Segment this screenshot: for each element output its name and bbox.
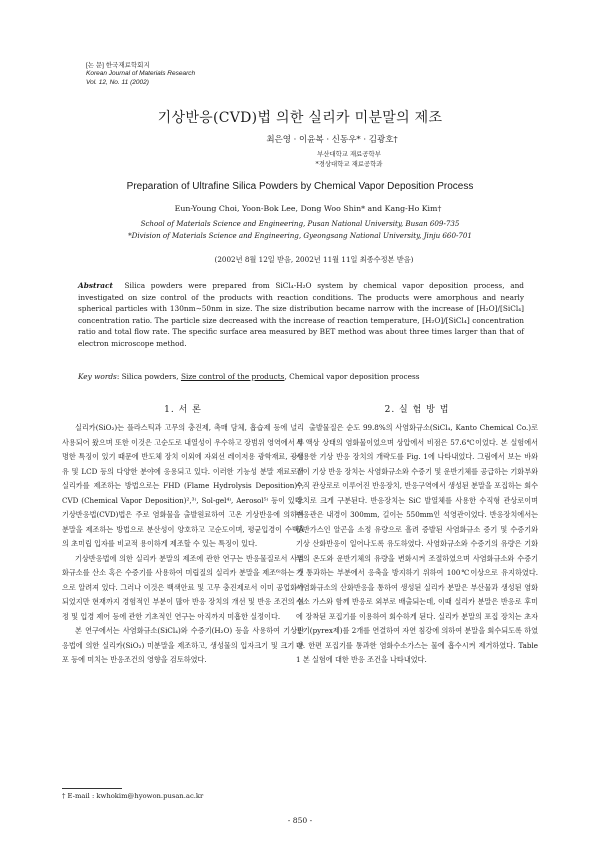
introduction-column	[62, 421, 304, 668]
keywords-label: Key words	[78, 372, 117, 381]
affiliations-en	[0, 218, 600, 242]
abstract	[78, 280, 524, 349]
affiliation-en-1: School of Materials Science and Engineering, Pusan National University, Busan 609-735	[140, 219, 460, 228]
keywords-part-3: , Chemical vapor deposition process	[284, 372, 420, 381]
methods-column	[296, 421, 538, 668]
paper-title-kr: 기상반응(CVD)법 의한 실리카 미분말의 제조	[157, 110, 443, 126]
affiliations-kr	[0, 150, 600, 169]
intro-paragraph: 실리카(SiO₂)는 플라스틱과 고무의 충진제, 촉매 담체, 흡습제 등에 널리 사용되어 왔으며 또한 이것은 고순도로 내열성이 우수하고 장범위 영역에서 투명한 특징이 있기 때문에 반도체 장치 이외에 자외선 레이저용 광학재료, 광섬유 및 LCD 등의 다양한 분야에 응용되고 있다. 이러한 기능성 분말 재료로서 실리카를 제조하는 방법으로는 FHD (Flame Hydrolysis Deposition)¹⁾, CVD (Chemical Vapor Deposition)²,³⁾, Sol-gel⁴⁾, Aerosol⁵⁾ 등이 있다. 기상반응법(CVD)법은 주로 염화물을 출발원료하여 고온 기상반응에 의하여 분말을 제조하는 방법으로 분산성이 양호하고 고순도이며, 평균입경이 수백Å의 초미립 입자를 비교적 용이하게 제조할 수 있는 특징이 있다.	[62, 423, 304, 548]
received-dates: (2002년 8월 12일 받음, 2002년 11월 11일 최종수정본 받음)	[214, 255, 414, 264]
affiliation-kr-1: 부산대학교 재료공학부	[317, 150, 381, 158]
affiliation-kr-2: *경상대학교 재료공학과	[315, 159, 383, 168]
methods-paragraph: 출발물질은 순도 99.8%의 사염화규소(SiCl₄, Kanto Chemical Co.)로서 액상 상태의 염화물이었으며 상압에서 비점은 57.6℃이었다. 본 실험에서 사용한 기상 반응 장치의 개략도를 Fig. 1에 나타내었다. 그림에서 보는 바와 같이 기상 반응 장치는 사염화규소와 수증기 및 운반기체를 공급하는 기화부와 수직 관상로로 이루어진 반응장치, 반응구역에서 생성된 분말을 포집하는 회수장치로 크게 구분된다. 반응장치는 SiC 발열체를 사용한 수직형 관상로이며 반응관은 내경이 300mm, 길이는 550mm인 석영관이었다. 반응장치에서는 운반가스인 알곤을 소정 유량으로 흘려 증발된 사염화규소 증기 및 수증기와 기상 산화반응이 일어나도록 유도하였다. 사염화규소와 수증기의 유량은 기화부의 온도와 운반기체의 유량을 변화시켜 조절하였으며 사염화규소와 수증기가 통과하는 부분에서 응축을 방지하기 위하여 100℃이상으로 유지하였다. 사염화규소의 산화반응을 통하여 생성된 실리카 분말은 부산물과 생성된 염화수소 가스와 함께 반응로 외부로 배출되는데, 이때 실리카 분말은 반응로 후미에 장착된 포집기를 이용하여 회수하게 된다. 실리카 분말의 포집 장치는 초자용기(pyrex제)를 2개를 연결하여 자연 침강에 의하여 분말을 회수되도록 하였다. 한편 포집기를 통과한 염화수소가스는 물에 흡수시켜 제거하였다. Table 1 본 실험에 대한 반응 조건을 나타내었다.	[296, 423, 538, 664]
journal-name-kr: [논 문] 한국재료학회지	[86, 62, 150, 69]
footnote-email: † E-mail : kwhokim@hyowon.pusan.ac.kr	[62, 792, 204, 800]
abstract-text: Silica powders were prepared from SiCl₄-H₂O system by chemical vapor deposition process, and investigated on size control of the products with reaction conditions. The products were amorphous and nearly spherical particles with 130nm∼50nm in size. The size distribution became narrow with the increase of [H₂O]/[SiCl₄] concentration ratio. The particle size decreased with the increase of reaction temperature, [H₂O]/[SiCl₄] concentration ratio and total flow rate. The specific surface area measured by BET method was about three times larger than that of electron microscope method.	[78, 281, 525, 348]
footnote-divider	[62, 788, 122, 789]
intro-paragraph: 기상반응법에 의한 실리카 분말의 제조에 관한 연구는 반응물질로서 사염화규소를 산소 혹은 수증기를 사용하여 미립질의 실리카 분말을 제조⁶⁾하는 것으로 알려져 있다. 그러나 이것은 백색안료 및 고무 충진제로서 이미 공업화가 되었지만 현재까지 경험적인 부분이 많아 반응 장치의 개선 및 반응 조건의 설정 및 입경 제어 등에 관한 기초적인 연구는 아직까지 미흡한 실정이다.	[62, 553, 304, 621]
intro-paragraph: 본 연구에서는 사염화규소(SiCl₄)와 수증기(H₂O) 등을 사용하여 기상반응법에 의한 실리카(SiO₂) 미분말을 제조하고, 생성물의 입자크기 및 크기 분포 등에 미치는 반응조건의 영향을 검토하였다.	[62, 626, 304, 664]
abstract-label: Abstract	[78, 281, 113, 290]
keywords-part-2: Size control of the products	[180, 372, 285, 381]
keywords-part-1: : Silica powders,	[116, 372, 181, 381]
journal-volume: Vol. 12, No. 11 (2002)	[86, 78, 149, 86]
page-number: - 850 -	[287, 816, 313, 825]
journal-header	[86, 62, 195, 87]
section-heading-introduction: 1. 서 론	[164, 405, 202, 415]
paper-title-en: Preparation of Ultrafine Silica Powders by Chemical Vapor Deposition Process	[126, 181, 474, 192]
section-heading-methods: 2. 실 험 방 법	[384, 405, 450, 415]
journal-name-en: Korean Journal of Materials Research	[86, 70, 196, 78]
keywords	[78, 372, 524, 381]
affiliation-en-2: *Division of Materials Science and Engineering, Gyeongsang National University, Jinju 660-701	[128, 230, 472, 240]
authors-en: Eun-Young Choi, Yoon-Bok Lee, Dong Woo Shin* and Kang-Ho Kim†	[174, 204, 442, 213]
authors-kr: 최은영 · 이윤복 · 신동우* · 김광호†	[266, 135, 398, 145]
